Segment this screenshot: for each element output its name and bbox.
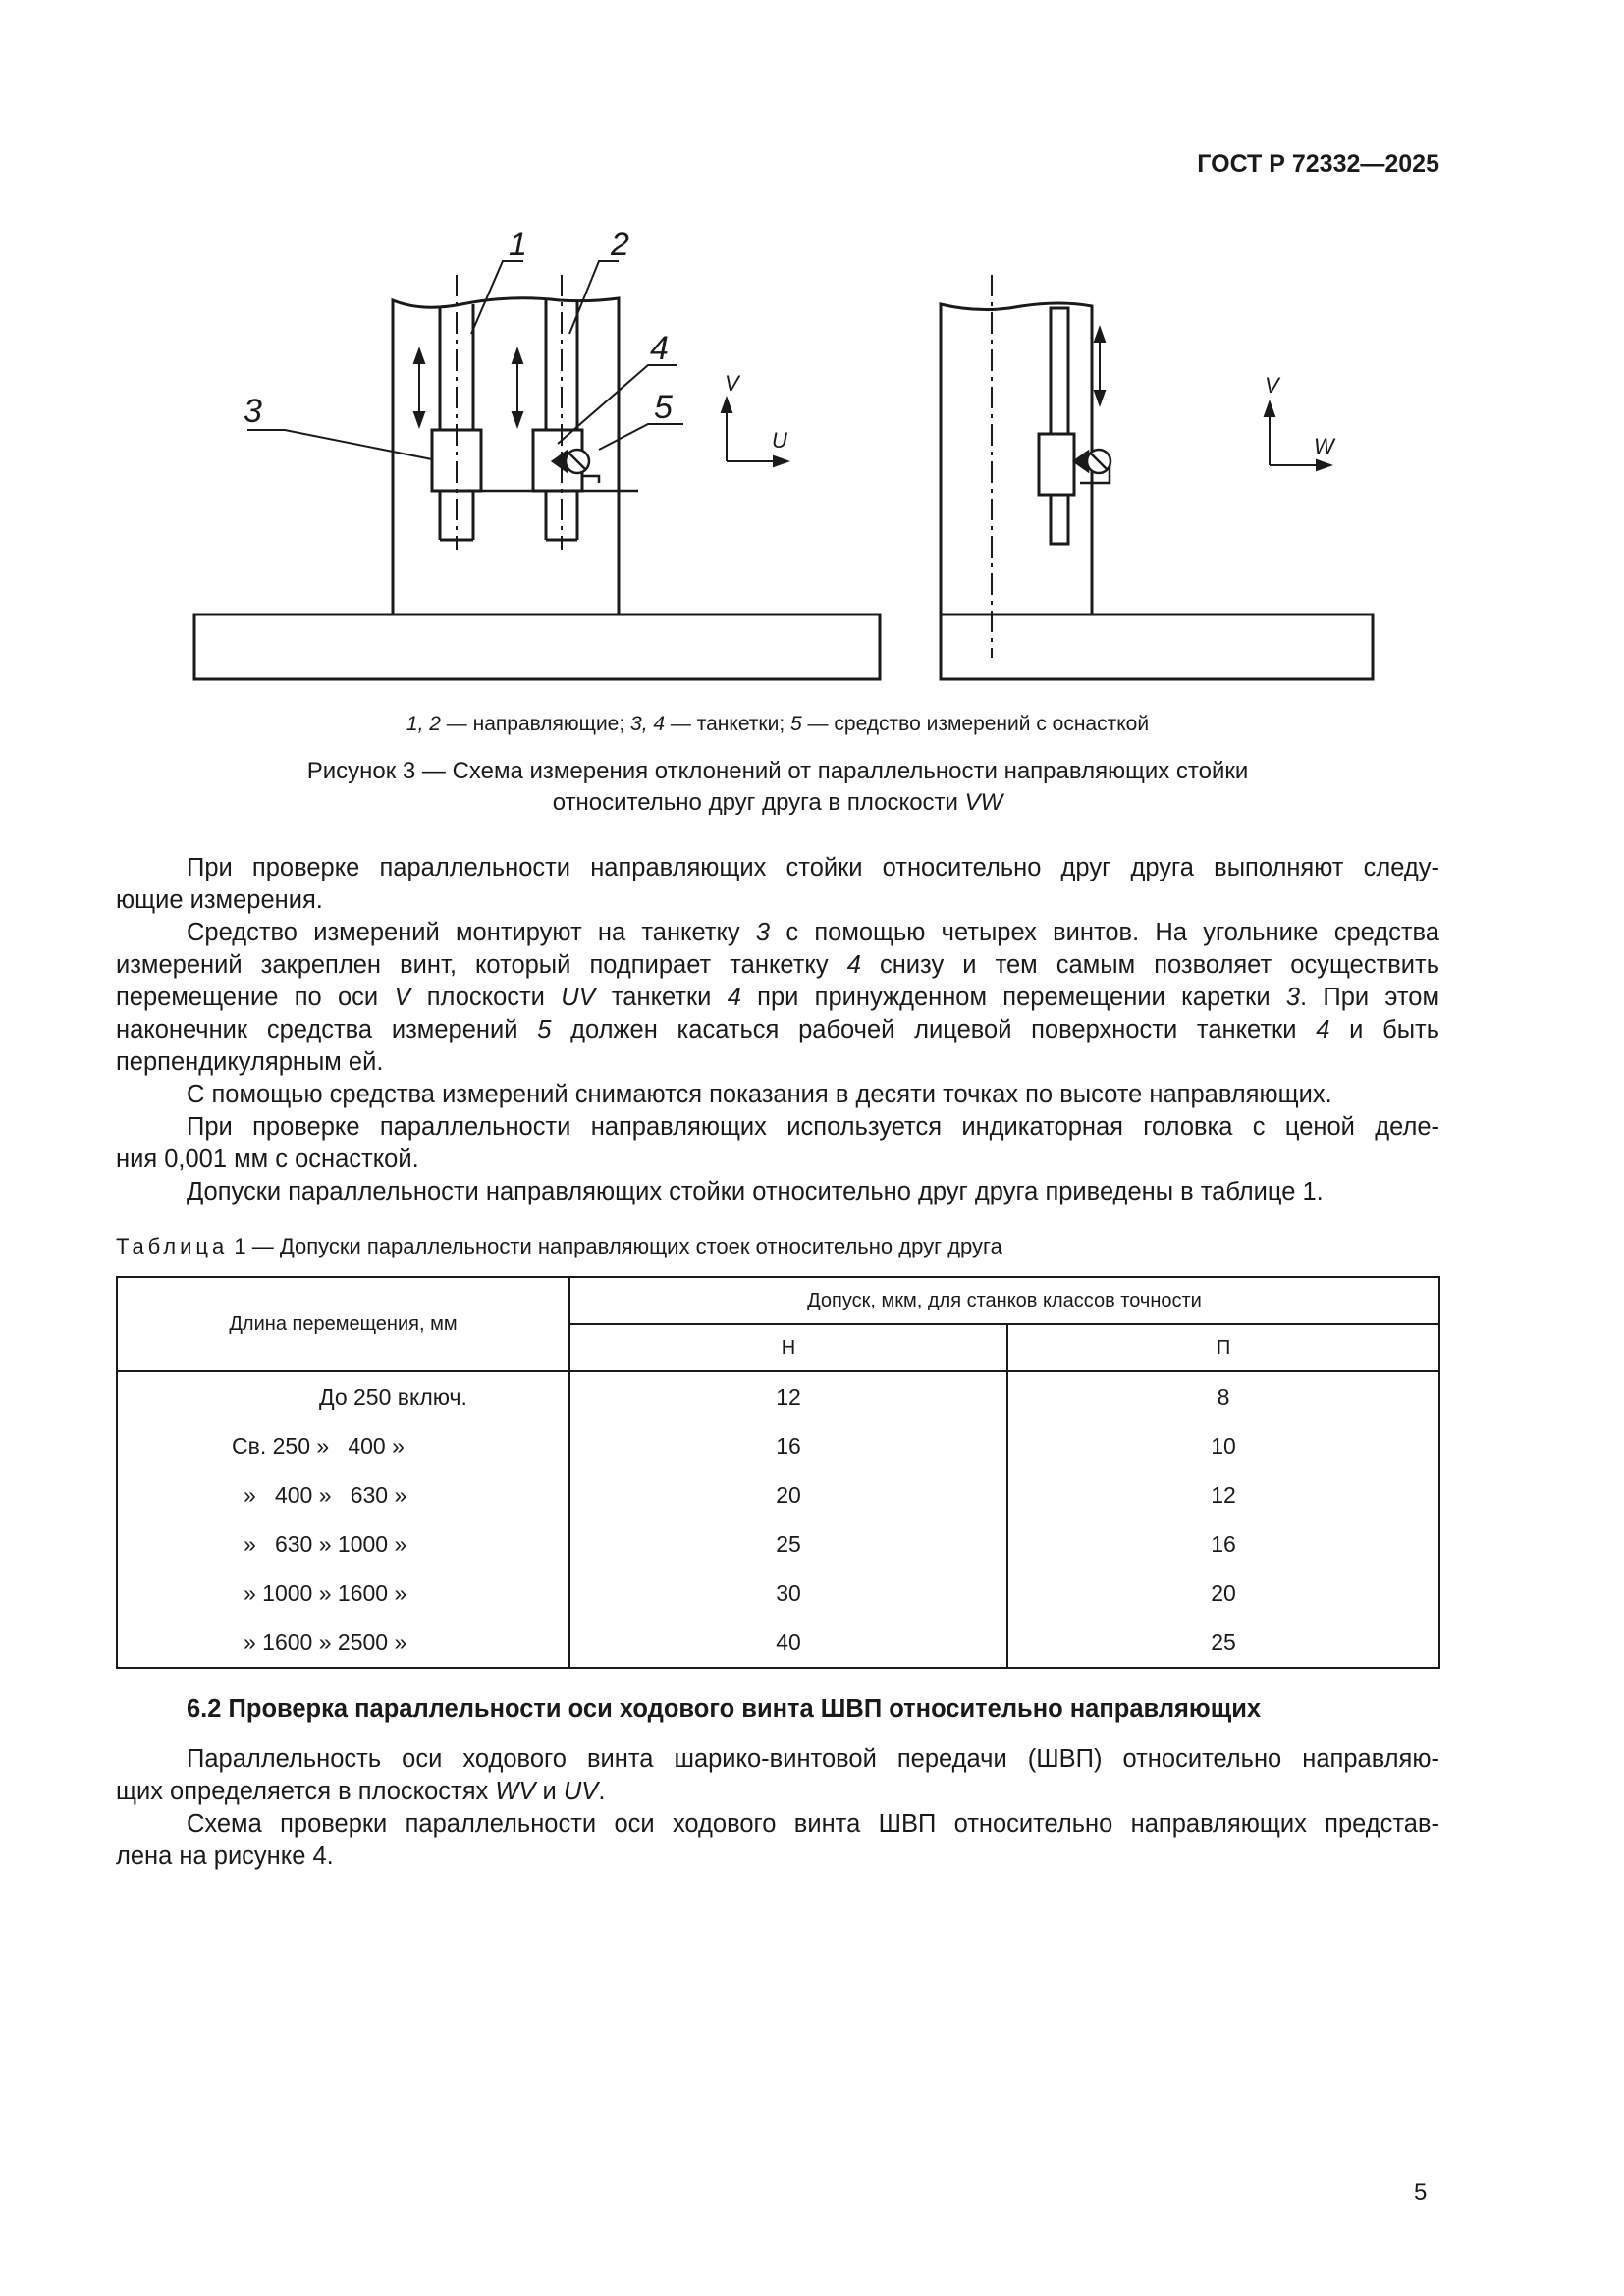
paragraph: При проверке параллельности направляющих стойки относительно друг друга выполняют следу- [187,854,1439,881]
length-cell: Св. 250 » 400 » [117,1421,569,1470]
tolerance-table [116,1276,1440,1669]
col-length-header: Длина перемещения, мм [117,1277,569,1371]
callout-1: 1 [509,226,527,263]
p-cell: 16 [1007,1520,1439,1569]
p-cell: 25 [1007,1618,1439,1668]
p-cell: 10 [1007,1421,1439,1470]
figure-3-diagram [187,226,1384,697]
right-base [941,614,1373,679]
document-header: ГОСТ Р 72332—2025 [1197,150,1439,178]
table-row [117,1569,1439,1618]
table-title: Таблица 1 — Допуски параллельности направляющих стоек относительно друг друга [116,1234,1002,1258]
h-cell: 12 [569,1371,1007,1421]
indicator-right [1074,450,1110,473]
figure-caption: Рисунок 3 — Схема измерения отклонений от параллельности направляющих стойки относительно друг друга в плоскости VW [306,758,1249,816]
table-body [117,1371,1439,1668]
length-cell: » 1000 » 1600 » [117,1569,569,1618]
callout-4: 4 [650,330,669,367]
callout-2: 2 [611,226,629,263]
col-p-header: П [1007,1324,1439,1371]
length-cell: » 630 » 1000 » [117,1520,569,1569]
section-paragraphs: Параллельность оси ходового винта шарико-винтовой передачи (ШВП) относительно направляю- щих определяется в плоскостях WV и UV. Схема проверки параллельности оси ходового винта ШВП относительно направляющих представ- лена на рисунке 4. [116,1745,1439,1870]
figure-legend: 1, 2 — направляющие; 3, 4 — танкетки; 5 — средство измерений с оснасткой [406,713,1150,735]
length-cell: » 400 » 630 » [117,1470,569,1520]
p-cell: 8 [1007,1371,1439,1421]
col-tolerance-header: Допуск, мкм, для станков классов точности [569,1277,1439,1324]
p-cell: 12 [1007,1470,1439,1520]
axis-left-u-label: U [772,428,787,453]
col-h-header: Н [569,1324,1007,1371]
h-cell: 25 [569,1520,1007,1569]
left-base [194,614,880,679]
h-cell: 16 [569,1421,1007,1470]
page-number: 5 [1414,2179,1428,2206]
length-cell: До 250 включ. [117,1371,569,1421]
h-cell: 30 [569,1569,1007,1618]
table-row [117,1618,1439,1668]
callout-5: 5 [654,389,673,426]
right-carriage [1039,434,1074,495]
h-cell: 20 [569,1470,1007,1520]
h-cell: 40 [569,1618,1007,1668]
callout-3: 3 [244,393,262,430]
body-paragraphs: При проверке параллельности направляющих стойки относительно друг друга выполняют следу- ющие измерения. Средство измерений монтируют на танкетку 3 с помощью четырех винтов. На угольнике средства измерений закреплен винт, который подпирает танкетку 4 снизу и тем самым позволяет осуществить перемещение по оси V плоскости UV танкетки 4 при принужденном перемещении каретки 3. При этом наконечник средства измерений 5 должен касаться рабочей лицевой поверхности танкетки 4 и быть перпендикулярным ей. С помощью средства измерений снимаются показания в десяти точках по высоте направляющих. При проверке параллельности направляющих используется индикаторная головка с ценой деле- ния 0,001 мм с оснасткой. Допуски параллельности направляющих стойки относительно друг друга приведены в таблице 1. [116,854,1440,1205]
table-row [117,1371,1439,1421]
table-row [117,1421,1439,1470]
leader-5 [599,424,683,450]
table-row [117,1470,1439,1520]
section-heading: 6.2 Проверка параллельности оси ходового винта ШВП относительно направляющих [187,1695,1262,1723]
length-cell: » 1600 » 2500 » [117,1618,569,1668]
axis-right-v-label: V [1265,373,1279,398]
table-row [117,1520,1439,1569]
right-guide [1051,308,1068,544]
leader-3 [247,430,432,459]
p-cell: 20 [1007,1569,1439,1618]
axis-left-v-label: V [725,371,739,396]
axis-right-w-label: W [1314,434,1334,458]
